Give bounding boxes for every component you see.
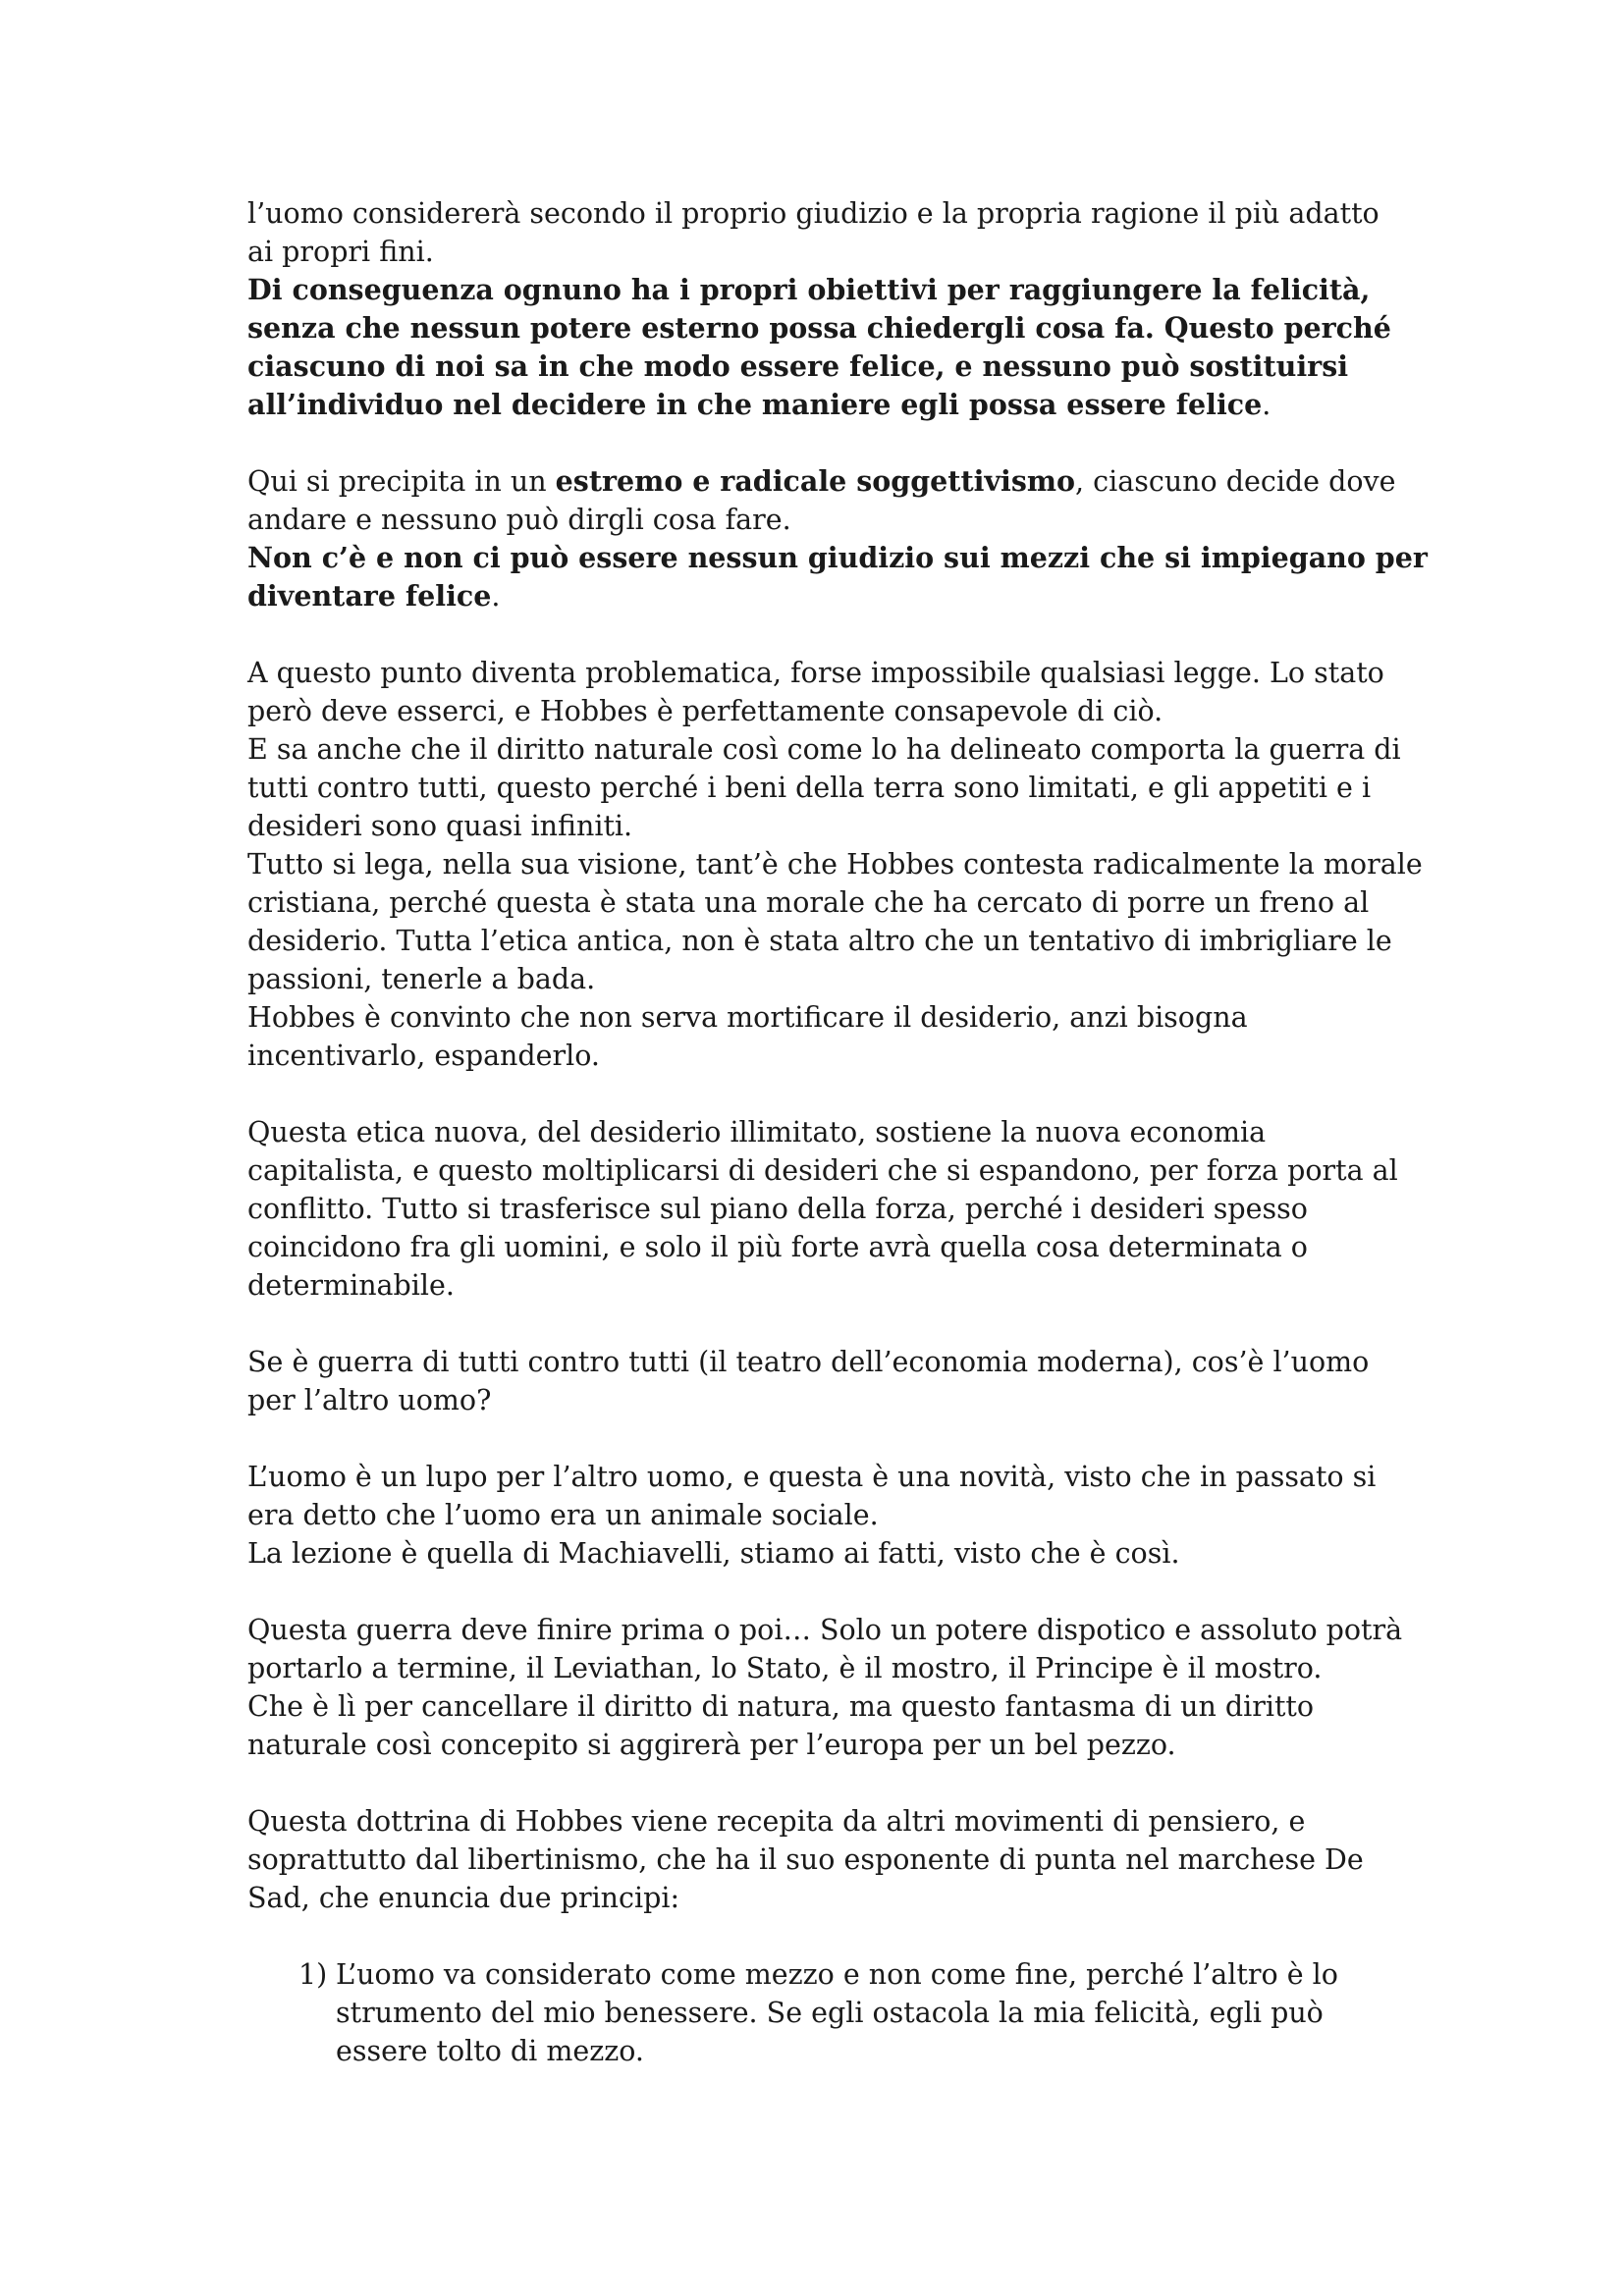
paragraph (247, 1458, 1386, 1573)
text-line (247, 1113, 1386, 1151)
list-item (247, 1955, 1386, 2070)
text-segment: coincidono fra gli uomini, e solo il più forte avrà quella cosa determinata o (247, 1231, 1308, 1263)
text-line (247, 1841, 1386, 1879)
text-segment: soprattutto dal libertinismo, che ha il suo esponente di punta nel marchese De (247, 1843, 1364, 1876)
text-line (247, 1802, 1386, 1841)
text-segment: Sad, che enuncia due principi: (247, 1882, 680, 1914)
text-line (247, 845, 1423, 883)
text-segment: , ciascuno decide dove (1075, 465, 1396, 498)
paragraph (247, 1802, 1386, 1917)
text-line (247, 807, 1386, 845)
bold-text: senza che nessun potere esterno possa chiedergli cosa fa. Questo perché (247, 311, 1391, 345)
text-line (247, 654, 1386, 692)
text-segment: Questa dottrina di Hobbes viene recepita da altri movimenti di pensiero, e (247, 1805, 1306, 1838)
paragraph (247, 1611, 1403, 1764)
bold-text: Non c’è e non ci può essere nessun giudizio sui mezzi che si impiegano per (247, 541, 1428, 574)
text-segment: La lezione è quella di Machiavelli, stiamo ai fatti, visto che è così. (247, 1537, 1180, 1570)
paragraph (247, 1343, 1386, 1419)
text-line (247, 922, 1392, 960)
text-line (247, 386, 1386, 424)
text-segment: determinabile. (247, 1269, 455, 1302)
text-segment: desiderio. Tutta l’etica antica, non è stata altro che un tentativo di imbrigliare le (247, 925, 1392, 957)
text-line (247, 1343, 1386, 1381)
text-segment: Hobbes è convinto che non serva mortificare il desiderio, anzi bisogna (247, 1001, 1248, 1034)
punctuation: . (1262, 389, 1271, 421)
text-line (247, 1381, 1386, 1419)
text-line (247, 998, 1386, 1037)
bold-text: Di conseguenza ognuno ha i propri obiettivi per raggiungere la felicità, (247, 273, 1371, 306)
text-segment: capitalista, e questo moltiplicarsi di desideri che si espandono, per forza porta al (247, 1154, 1398, 1187)
text-segment: A questo punto diventa problematica, forse impossibile qualsiasi legge. Lo stato (247, 657, 1384, 689)
text-line (247, 1458, 1386, 1496)
bold-text: diventare felice (247, 579, 492, 613)
text-line (247, 1190, 1386, 1228)
text-line (247, 1037, 1386, 1075)
text-line (247, 1611, 1403, 1649)
text-line (247, 577, 1386, 615)
text-segment: Tutto si lega, nella sua visione, tant’è che Hobbes contesta radicalmente la morale (247, 848, 1423, 881)
text-line (247, 1879, 1386, 1917)
text-segment: E sa anche che il diritto naturale così come lo ha delineato comporta la guerra di (247, 733, 1401, 766)
paragraph (247, 654, 1423, 1075)
text-line (247, 1496, 1386, 1534)
text-segment: Questa guerra deve finire prima o poi… Solo un potere dispotico e assoluto potrà (247, 1614, 1403, 1646)
text-line (247, 347, 1386, 386)
text-line (247, 271, 1386, 309)
text-line (247, 1687, 1386, 1726)
text-line (247, 960, 1386, 998)
text-segment: passioni, tenerle a bada. (247, 963, 596, 995)
text-line (247, 462, 1396, 501)
list-item-line: essere tolto di mezzo. (336, 2035, 644, 2067)
text-segment: l’uomo considererà secondo il proprio giudizio e la propria ragione il più adatto (247, 197, 1380, 230)
text-segment: desideri sono quasi infiniti. (247, 810, 633, 842)
text-segment: Qui si precipita in un (247, 465, 556, 498)
text-segment: Se è guerra di tutti contro tutti (il teatro dell’economia moderna), cos’è l’uomo (247, 1346, 1370, 1378)
paragraph (247, 462, 1428, 615)
bold-text: estremo e radicale soggettivismo (555, 464, 1076, 498)
text-segment: per l’altro uomo? (247, 1384, 492, 1416)
text-line (247, 194, 1386, 233)
text-line (247, 1649, 1386, 1687)
list-item-line: strumento del mio benessere. Se egli ostacola la mia felicità, egli può (336, 1997, 1324, 2029)
text-line (247, 539, 1428, 577)
document-body (247, 194, 1428, 2070)
text-segment: andare e nessuno può dirgli cosa fare. (247, 504, 791, 536)
list-marker: 1) (298, 1958, 328, 1991)
text-segment: però deve esserci, e Hobbes è perfettamente consapevole di ciò. (247, 695, 1163, 727)
text-segment: portarlo a termine, il Leviathan, lo Stato, è il mostro, il Principe è il mostro. (247, 1652, 1323, 1684)
text-line (247, 309, 1391, 347)
text-segment: cristiana, perché questa è stata una morale che ha cercato di porre un freno al (247, 886, 1370, 919)
text-segment: naturale così concepito si aggirerà per l’europa per un bel pezzo. (247, 1729, 1176, 1761)
text-line (247, 883, 1386, 922)
text-segment: Questa etica nuova, del desiderio illimitato, sostiene la nuova economia (247, 1116, 1267, 1148)
paragraph (247, 1113, 1398, 1305)
text-line (247, 769, 1386, 807)
numbered-list (247, 1955, 1386, 2070)
text-line (247, 1534, 1386, 1573)
list-item-line: L’uomo va considerato come mezzo e non come fine, perché l’altro è lo (336, 1958, 1338, 1991)
text-line (247, 1726, 1386, 1764)
text-segment: incentivarlo, espanderlo. (247, 1040, 600, 1072)
punctuation: . (491, 580, 501, 613)
text-segment: ai propri fini. (247, 236, 434, 268)
text-line (247, 730, 1401, 769)
text-line (247, 501, 1386, 539)
text-line (247, 1151, 1398, 1190)
bold-text: all’individuo nel decidere in che maniere egli possa essere felice (247, 388, 1263, 421)
text-segment: era detto che l’uomo era un animale sociale. (247, 1499, 879, 1531)
text-line (247, 1228, 1386, 1266)
text-line (247, 233, 1386, 271)
text-segment: Che è lì per cancellare il diritto di natura, ma questo fantasma di un diritto (247, 1690, 1315, 1723)
text-segment: conflitto. Tutto si trasferisce sul piano della forza, perché i desideri spesso (247, 1193, 1308, 1225)
paragraph (247, 194, 1391, 424)
text-line (247, 1266, 1386, 1305)
text-segment: tutti contro tutti, questo perché i beni della terra sono limitati, e gli appetiti e i (247, 772, 1372, 804)
text-segment: L’uomo è un lupo per l’altro uomo, e questa è una novità, visto che in passato si (247, 1461, 1377, 1493)
text-line (247, 692, 1386, 730)
bold-text: ciascuno di noi sa in che modo essere felice, e nessuno può sostituirsi (247, 349, 1349, 383)
